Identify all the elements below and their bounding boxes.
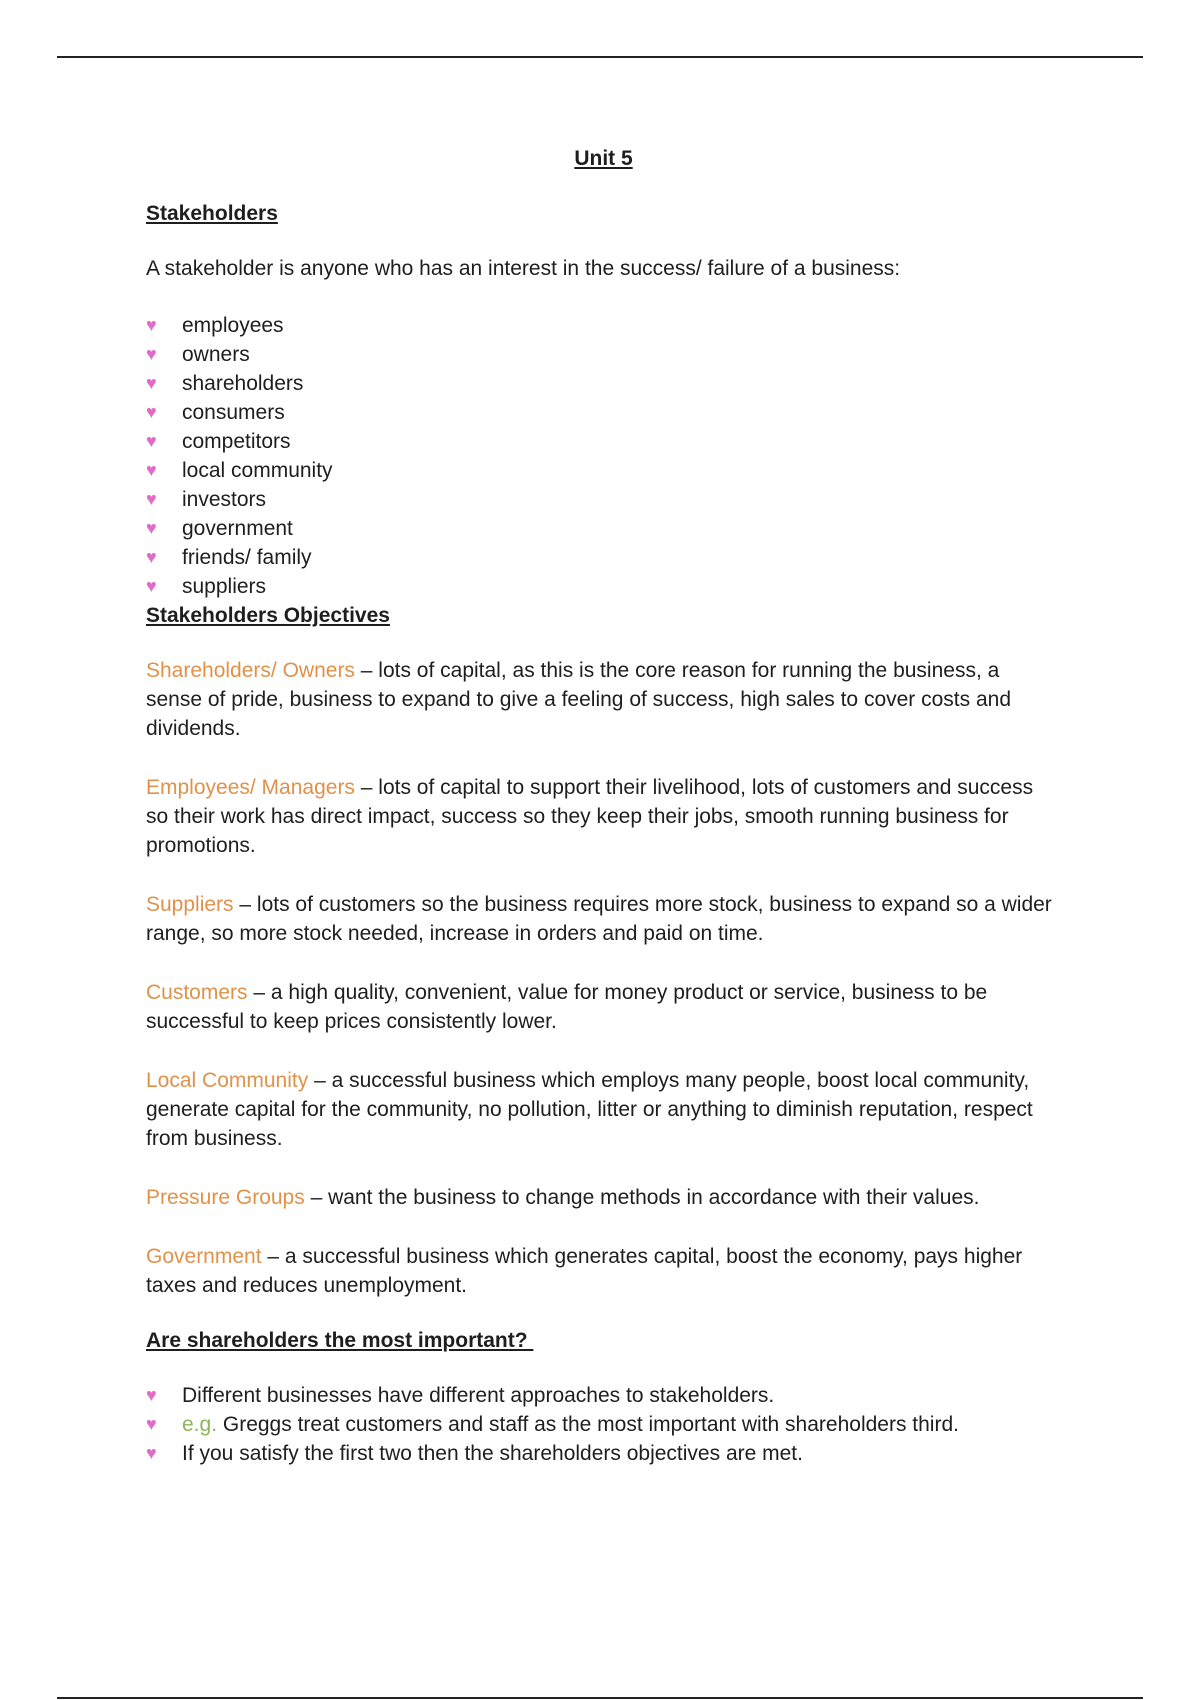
- objective-text: – a successful business which generates capital, boost the economy, pays higher taxes and reduces unemployment.: [146, 1245, 1023, 1297]
- heart-icon: ♥: [146, 489, 157, 509]
- importance-heading: Are shareholders the most important?: [146, 1329, 534, 1352]
- list-item: ♥ shareholders: [146, 369, 1061, 398]
- list-item: ♥ competitors: [146, 427, 1061, 456]
- heart-icon: ♥: [146, 460, 157, 480]
- header-rule: [57, 56, 1143, 58]
- objective-paragraph: [146, 978, 1061, 1036]
- list-item: ♥ friends/ family: [146, 543, 1061, 572]
- objective-paragraph: [146, 890, 1061, 948]
- objective-text: – want the business to change methods in accordance with their values.: [304, 1186, 980, 1209]
- heart-icon: ♥: [146, 373, 157, 393]
- list-item: ♥ Different businesses have different approaches to stakeholders.: [146, 1381, 1061, 1410]
- objective-term: Government: [146, 1245, 262, 1268]
- list-item: ♥ e.g. Greggs treat customers and staff as the most important with shareholders third.: [146, 1410, 1061, 1439]
- objective-text: – a successful business which employs many people, boost local community, generate capital for the community, no pollution, litter or anything to diminish reputation, respect from business.: [146, 1069, 1033, 1150]
- heart-icon: ♥: [146, 547, 157, 567]
- heart-icon: ♥: [146, 402, 157, 422]
- heart-icon: ♥: [146, 576, 157, 596]
- list-item: ♥ owners: [146, 340, 1061, 369]
- document-title: Unit 5: [574, 147, 633, 170]
- objective-text: – lots of capital to support their livelihood, lots of customers and success so their work has direct impact, success so they keep their jobs, smooth running business for promotions.: [146, 776, 1034, 857]
- heart-icon: ♥: [146, 431, 157, 451]
- objective-term: Employees/ Managers: [146, 776, 355, 799]
- stakeholders-heading: Stakeholders: [146, 202, 278, 225]
- list-item: ♥ suppliers: [146, 572, 1061, 601]
- objective-paragraph: [146, 1183, 1061, 1212]
- objective-term: Shareholders/ Owners: [146, 659, 355, 682]
- stakeholders-list: [146, 311, 1061, 601]
- importance-list: [146, 1381, 1061, 1468]
- document-body: [146, 144, 1061, 1468]
- heart-icon: ♥: [146, 1443, 157, 1463]
- objective-paragraph: [146, 1242, 1061, 1300]
- heart-icon: ♥: [146, 1385, 157, 1405]
- list-item: ♥ If you satisfy the first two then the shareholders objectives are met.: [146, 1439, 1061, 1468]
- objective-text: – lots of customers so the business requires more stock, business to expand so a wider range, so more stock needed, increase in orders and paid on time.: [146, 893, 1052, 945]
- heart-icon: ♥: [146, 344, 157, 364]
- list-item: ♥ investors: [146, 485, 1061, 514]
- objective-term: Suppliers: [146, 893, 234, 916]
- objective-paragraph: [146, 656, 1061, 743]
- heart-icon: ♥: [146, 518, 157, 538]
- example-label: e.g.: [182, 1413, 218, 1436]
- objective-paragraph: [146, 1066, 1061, 1153]
- list-item: ♥ employees: [146, 311, 1061, 340]
- objective-text: – lots of capital, as this is the core reason for running the business, a sense of pride, business to expand to give a feeling of success, high sales to cover costs and dividends.: [146, 659, 1012, 740]
- list-item: ♥ government: [146, 514, 1061, 543]
- objective-term: Local Community: [146, 1069, 309, 1092]
- objective-paragraph: [146, 773, 1061, 860]
- footer-rule: [57, 1697, 1143, 1699]
- heart-icon: ♥: [146, 1414, 157, 1434]
- objective-term: Pressure Groups: [146, 1186, 305, 1209]
- list-item: ♥ local community: [146, 456, 1061, 485]
- objectives-heading: Stakeholders Objectives: [146, 604, 390, 627]
- objective-text: – a high quality, convenient, value for money product or service, business to be successful to keep prices consistently lower.: [146, 981, 988, 1033]
- list-item: ♥ consumers: [146, 398, 1061, 427]
- objective-term: Customers: [146, 981, 248, 1004]
- heart-icon: ♥: [146, 315, 157, 335]
- stakeholders-intro: A stakeholder is anyone who has an interest in the success/ failure of a business:: [146, 257, 901, 280]
